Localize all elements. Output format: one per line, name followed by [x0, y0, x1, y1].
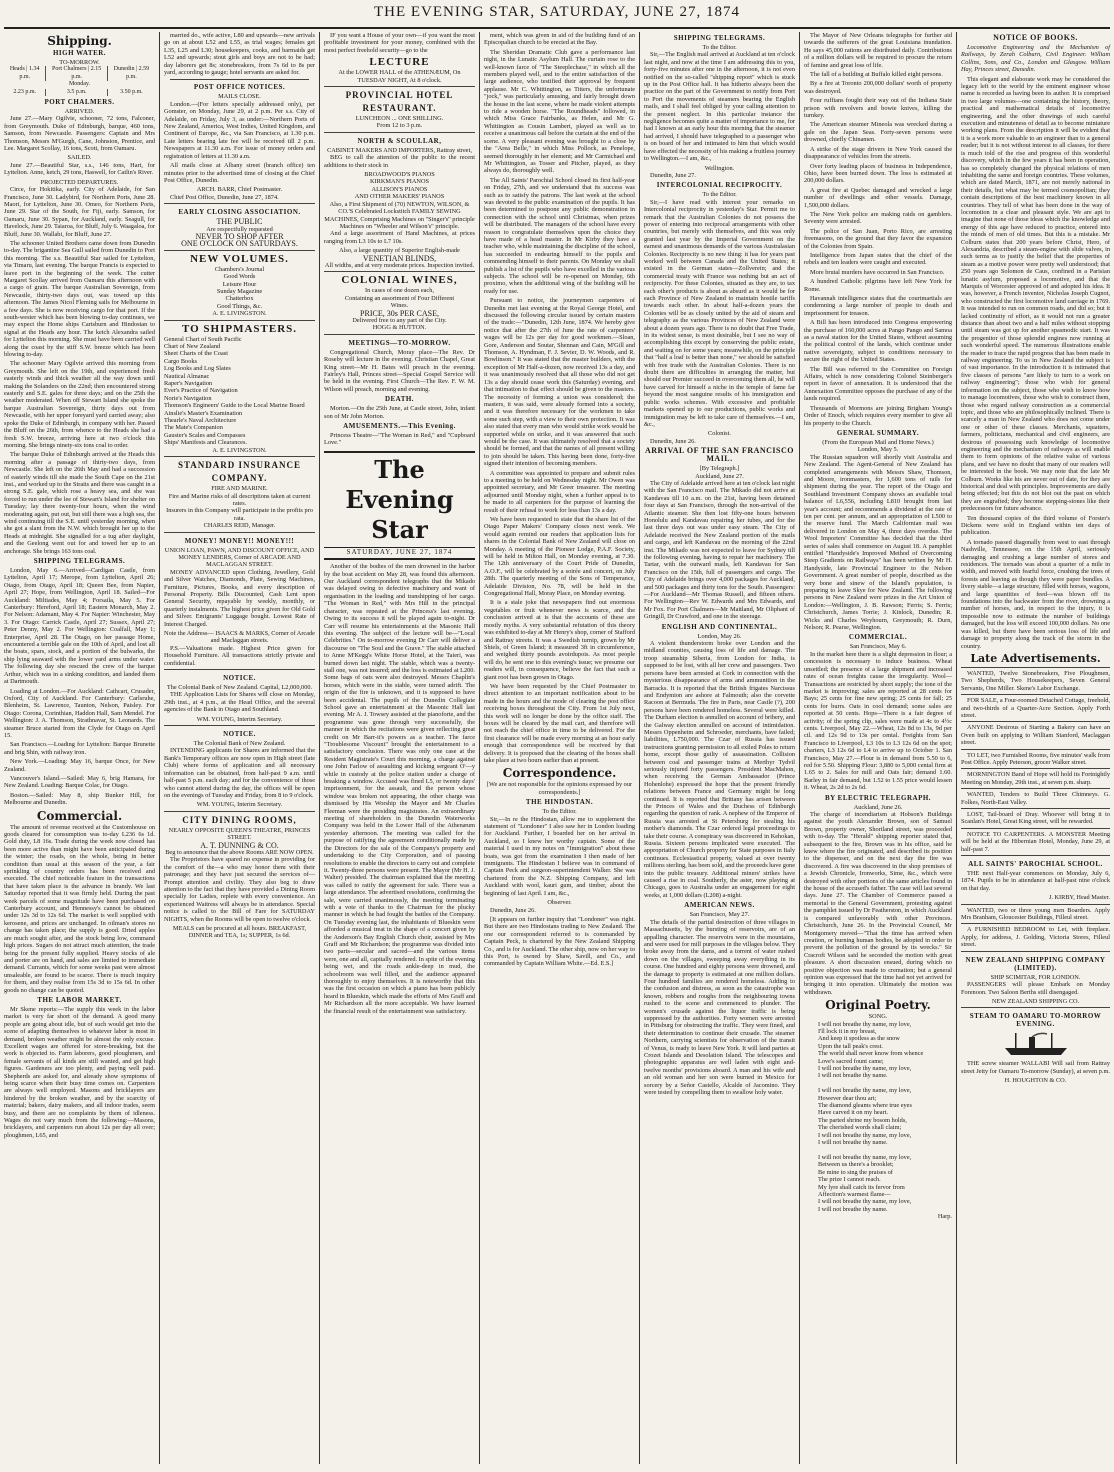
nz-shipping-heading: NEW ZEALAND SHIPPING COMPANY (LIMITED). [965, 955, 1106, 972]
shipmasters-signature: A. E. LIVINGSTON. [212, 446, 267, 454]
general-summary-text: The Russian squadron will shortly visit Australia and New Zealand. The Agent-General of New Zealand has completed arrangements with Messrs Shaw, Thomson, and Moore, ironmasters, for 1,600 tons of rails for shipment during the year. The report of the Otago and Southland Investment Company shows an available total balance of L6,556, including L810 brought from last year's account; and recommends a dividend at the rate of ten per cent. per annum, and an appropriation of L500 to the reserve fund. The March Californian mail was delivered in London on May 4, three days overdue. The Wool Importers' Committee has decided that the third series of sales shall commence on August 18. A pamphlet entitled "Handyside's Improved Method of Overcoming Steep Gradients on Railways" has been written by Mr H. Handyside, late Provincial Engineer to the Nelson Government. A great number of people, described as the very bone and sinew of the Island's population, is preparing to leave Skye for New Zealand. The following persons in New Zealand were prizes in the Art Union of London:—Wellington, J. B. Rawson; Ferris; S. Ferris; Christchurch, James Torrie; J. Kinlock, Dunedin; R. Wicks and Charles Weyhourn, Greymouth; R. Durn, Nelson; R. Pearse, Wellington. [804, 453, 952, 632]
american-cont: A hundred Catholic pilgrims have left New York for Rome. [804, 278, 952, 293]
all-saints-ad [961, 855, 1110, 902]
departures-heading: PROJECTED DEPARTURES. [40, 178, 119, 186]
high-water-sub: TO-MORROW. [59, 59, 100, 66]
column-5 [640, 32, 800, 1464]
volume-item: Leisure Hour [222, 280, 257, 288]
late-ad: FOR SALE, a Four-roomed Detached Cottage, freehold, and two-thirds of a Quarter-Acre Section. Apply Forth street. [961, 694, 1110, 719]
labor-heading: THE LABOR MARKET. [37, 995, 122, 1004]
port-heading: PORT CHALMERS. [44, 98, 115, 107]
ns-sub: CABINET MAKERS AND IMPORTERS, Rattray street, [327, 146, 472, 154]
tide-cell: Port Chalmers | 2.15 p.m. [46, 66, 108, 81]
wines-line-3: Wines. [390, 302, 409, 310]
post-office-heading: POST OFFICE NOTICES. [193, 83, 286, 92]
all-saints-heading: ALL SAINTS' PAROCHIAL SCHOOL. [968, 860, 1103, 869]
dining-proprietor: A. T. DUNNING & CO. [200, 840, 279, 850]
poem-line: The cherished words shall claim; [818, 1124, 902, 1132]
american-cont: The fall of a building at Buffalo killed eight persons. [810, 71, 943, 79]
lecture-venue: At the LOWER HALL of the ATHENÆUM, On TUESDAY NIGHT, At 8 o'clock. [338, 69, 461, 84]
poem-line: I will not breathe thy name, my love, [818, 1198, 912, 1206]
divider [170, 79, 309, 80]
american-cont: Thousands of Mormons are joining Brigham Young's Order of Enoch, which requires every member to give all his property to the Church. [804, 404, 952, 427]
poem-line: I will not breathe thy name. [818, 1072, 888, 1080]
nz-shipping-sub: SHIP SCIMITAR, FOR LONDON. [990, 973, 1081, 981]
departures-text: Circe, for Hokitika, early. City of Adelaide, for San Francisco, June 30. Ladybird, for Northern Ports, June 28. Maori, for Lyttelton, June 30. Omeo, for Northern Ports, June 29. Star of the South, for Fiji, early. Samson, for Oamaru, June 30. Sypan, for Auckland, early. Seagull, for Havelock, June 29. Taiaroa, for Bluff, July 6. Waagaloa, for Bluff, June 30. Wallabi, for Bluff, June 27. [4, 186, 155, 238]
notice-heading: NOTICE. [223, 730, 256, 739]
money-address: Note the Address— ISAACS & MARKS, Corner of Arcade and Maclaggan streets. [164, 630, 315, 645]
commercial-dateline: San Francisco, May 6. [849, 643, 907, 651]
provincial-heading: PROVINCIAL HOTEL RESTAURANT. [345, 90, 454, 114]
ns-heading: NORTH & SCOULLAR, [357, 136, 442, 145]
editorial-text: Another of the bodies of the men drowned in the harbor by the boat accident on May 28, was found this afternoon. Our Auckland correspondent telegraphs that the Mikado was delayed owing to defective machinery and want of organisation in the loading and transhipping of her cargo. "The Woman in Red," with Mrs Hill in the principal character, was repeated at the Princess's last evening. Owing to its success it will be played again to-night. Dr Carr will resume his entertainments at the Masonic Hall this evening. The subject of the lecture will be—"Local Celebrities." On to-morrow evening Dr Carr will deliver a discourse on "The Soul and the Grave." The stable attached to Anne M'Kegg's White Horse Hotel, at the Taieri, was burned down last night. The stable, which was a twenty-stall one, was not insured; and the loss is estimated at L200. Some bags of oats were also destroyed. Messrs Chaplin's horses, which were in the stable, were turned adrift. The origin of the fire is unknown, and it is supposed to have been accidental. The pupils of the Dunedin Collegiate School gave an entertainment at the Masonic Hall last evening. Mr A. J. Towsey assisted at the pianoforte, and the programme was gone through very successfully, the manner in which the recitations were given reflecting great credit on Mr Barr-it's powers as a teacher. The farce "Troublesome Viscount" brought the entertainment to a satisfactory conclusion. There was only one case at the Resident Magistrate's Court this morning, a charge against one John Farlow of assaulting and kicking sergeant O'—y while in custody at the police station under a charge of breaking a window. Accused was fined L5, or twenty days' imprisonment, for the assault, and the person whose window was broken not appearing, the other charge was dismissed by His Worship the Mayor and Mr Charles Fleeman were the presiding magistrates. An extraordinary meeting of shareholders in the Dunedin Waterworks Company was held in the Lower Hall of the Athenæum yesterday afternoon. The meeting was called for the purpose of ratifying the agreement conditionally made by the Directors for the sale of the Company's property and undertaking to the City Corporation, and of passing resolutions to enable the directors to carry out and complete it. Twenty-three persons were present. The Mayor (Mr H. J. Walter) presided. The chairman explained that the meeting was called to ratify the agreement for sale. There was a large attendance. The advertised resolutions, confirming the sale, were carried unanimously, the meeting terminating with a vote of thanks to the Chairman for the plucky manner in which he had fought the battles of the Company. On Tuesday evening last, the inhabitants of Blueskin were afforded a musical treat in the shape of a concert given by the Anderson's Bay English Church choir, assisted by Mrs Graff and Mr Richardson; the programme was divided into two parts—secular and sacred—and the various items were, one and all, capitally rendered. In spite of the evening being wet, and the roads ankle-deep in mud, the schoolroom was well filled, and the audience appeared thoroughly to enjoy themselves. It is noteworthy that this was the first occasion on which a piano has been publicly heard in Blueskin, which made the efforts of Mrs Graff and Mr Richardson all the more acceptable. We have learned the financial result of the entertainment was satisfactory. [324, 563, 475, 1015]
english-text: A violent thunderstorm broke over London and the midland counties, causing loss of life and damage. The troop steamship Siberia, from London for India, is supposed to be lost, with all her crew and passengers. Two persons have been arrested at Cork in connection with the mysterious disappearance of arms and ammunition in the Barracks. It is reported that the British frigates Narcissus and Endymion are ashore at Falmouth; also the corvette Racoon at Bermuda. The fire in Paris, near Castle (?), 200 persons have been rendered homeless. Several were killed. The Durham election is annulled on account of bribery, and the Galway election annulled on account of intimidation. Messrs Oppenheim and Schroeder, merchants, have failed; liabilities, L750,000. The Czar of Russia has issued instructions granting permission to all exiled Poles to return home, except those guilty of assassination. Collision between coal and passenger trains at Merthyr Tydvil seriously injured forty passengers. President MacMahon, when receiving the German Ambassador (Prince Hohenlohe) expressed the hope that the present friendly relations between France and Germany might be long continued. It is reported that Brittany has arisen between the Princes of Wales and the Duchess of Edinburgh regarding the question of rank. A nephew of the Emperor of Russia was arrested at St Petersburg for stealing his mother's diamonds. The Czar ordered legal proceedings to take their course. A conspiracy was discovered in Kehokan, Russia. Sixteen persons implicated were executed. The appropriation of Church property for State purposes in Italy continues. Ecclesiastical property, valued at over twenty millions sterling, has been sold, and the proceeds have gone into the public treasury. Additional miners' strikes have caused a rise in coal. Southerly, the aster, now playing at Chicago, goes to Australia under an engagement for eight weeks, at 1,000 dollars (L208) a-night. [644, 640, 795, 899]
labor-text: Mr Skene reports:—The supply this week in the labor market is very far short of the demand. A good many people are going about idle, but of such would get into the scene of adapting themselves to whatever labor is most in demand, broken weather might be almost the only excuse. Excellent wages are offered for store-breaking, but the work is objected to. Farm laborers, good ploughmen, and female servants of all kinds are still wanted, and get high figures. Gardeners are too plenty, and paying well paid. Shepherds are asked for, and already show symptoms of being scarce when their busy time comes on. Carpenters are always well employed. Masons and bricklayers are hindered by the broken weather, and by the scarcity of material; bakers, dairy makers, and all indoor trades, seem busy, and there are no complaints by them of idleness. Wages do not vary much from the following:—Masons, bricklayers, and carpenters run about 12s per day all over; ploughmen, L65, and [4, 1005, 155, 1139]
shipmasters-heading: TO SHIPMASTERS. [181, 322, 298, 335]
top-rule [4, 27, 1110, 29]
shipping-news-2: The schooner Mary Ogilvie arrived this morning from Greymouth. She left on the 19th, and experienced fresh easterly winds and thick weather all the way down until making the Solanders on the 22nd; then encountered strong easterly and S.E. gales for three days; and on the 25th the weather moderated. When off Stewart Island she spoke the barque Australian Sovereign, thirty days out from Newcastle, with her upper foreyard yard carried away; also spoke the Duke of Edinburgh, in company with her. Passed the Bluff on the 26th, from whence to the Heads she had a fresh S.W. breeze, arriving here at two o'clock this morning. She brings ninety-six tons coal to order. [4, 360, 155, 449]
volume-item: Sunday Magazine [216, 287, 263, 295]
shipping-telegrams-letter-heading: SHIPPING TELEGRAMS. [673, 34, 766, 42]
oamaru-steamer-ad [961, 1007, 1110, 1084]
electric-telegraph-text: The charge of incendiarism at Hobson's Buildings against the youth Alexander Brown, son of Samuel Brown, property owner, Shortland street, was proceeded with to-day. The "Herald" shipping reporter stated that, subsequent to the fire, Brown was in his office, said he knew where the fire originated, and described its position to the dispenser, and on the next day the fire was discovered. A fire was discovered in the shop premises of a Jewish Chronicle, Ironworks, Sime, &c., which were destroyed with other portions of the same articles found in the house of the accused's father. The case will last several days. June 27. The Chamber of Commerce passed a memorial to the General Government, protesting against the pamphlet issued by Dr Featherston, in which Auckland is compared unfavorably with other Provinces. Christchurch, June 26. In the Provincial Council, Mr Montgomery moved—"That the time has arrived when creation, or burning human bodies, be adopted in order to prevent the pollution of the ground by its wrecks." Sir Cracroft Wilson said he seconded the motion with great pleasure. A short discussion ensued, during which no positive objection was made to cremation; but a general opinion was expressed that the time had not yet arrived for bringing it into operation. Ultimately the motion was withdrawn. [804, 811, 952, 996]
late-ads-heading: Late Advertisements. [970, 651, 1101, 665]
shipmaster-item: Log Books and Log Slates [164, 365, 231, 373]
boston-text: Boston.—Sailed: May 8, ship Bunker Hill, for Melbourne and Dunedin. [4, 791, 155, 807]
dining-body: The Proprietors have spared no expense in providing for the comfort of the—a who may honor them with their patronage; and they have just secured the services of—Prompt attention and civility. They also beg to draw attention to the fact that they have provided a Dining Room specially for Ladies, replete with every convenience. An experienced Waitress will always be in attendance. Special notice is called to the Bill of Fare for SATURDAY NIGHTS, when the Rooms will be open to twelve o'clock. [164, 856, 315, 923]
notice-heading: NOTICE. [223, 674, 256, 683]
dining-sub: NEARLY OPPOSITE QUEEN'S THEATRE, PRINCES STREET. [168, 826, 311, 842]
correspondence-heading: Correspondence. [502, 766, 617, 781]
poem-line: Upon the tall peak's crest. [818, 1042, 883, 1050]
all-saints-body: THE next Half-year commences on Monday, July 6, 1874. Pupils to be in attendance at half-past nine o'clock on that day. [961, 870, 1110, 892]
news-body-2: The All Saints' Parochial School closed its first half-year on Friday, 27th, and we understand that its success was such as to satisfy the patrons. The last week at the school was devoted to the public examination of the pupils. It has been determined to postpone any public demonstration in connection with the school until Christmas, when prizes will be distributed. The managers of the school have every reason to congratulate themselves upon the choice they have made of a head master. In Mr Kirby they have a teacher who, while maintaining the discipline of the school, has succeeded in endearing himself to the pupils and commending himself to their parents. On Monday we shall publish a list of the pupils who have excelled in the various subjects. The school will be re-opened on Monday, 6th proximo, when the additional wing of the building will be ready for use. [484, 176, 635, 295]
late-ad: ANYONE Desirous of Starting a Bakery can have an Oven built on applying to William Stanford, Maclaggan street. [961, 721, 1110, 746]
wines-line-2: Containing an assortment of Four Different [344, 294, 455, 302]
american-cont: Havannah intelligence states that the courtmartials are condemning a large number of people to death and imprisonment for treason. [804, 295, 952, 317]
american-cont: Four ruffians fought their way out of the Indiana State prison with revolvers and bowie knives, killing the turnkey. [804, 97, 952, 120]
arrived-heading: ARRIVED. [64, 108, 95, 116]
american-heading: AMERICAN NEWS. [684, 901, 755, 910]
ns-body: BEG to call the attention of the public to the recent additions to their stock in [324, 154, 475, 169]
insurance-heading: STANDARD INSURANCE COMPANY. [177, 460, 302, 484]
american-cont: Intelligence from Japan states that the chief of the rebels and ten leaders were caught and executed. [804, 251, 952, 267]
mails-text-2: All mails close at Albany street (branch office) ten minutes prior to the advertised time of closing at the Chief Post Office, Dunedin. [164, 162, 315, 184]
hindostan-to: To the Editor. [542, 808, 577, 816]
wines-price: PRICE, 30s PER CASE, [360, 308, 439, 318]
provincial-line-2: From 12 to 3 p.m. [376, 122, 423, 130]
reciprocity-heading: INTERCOLONIAL RECIPROCITY. [656, 181, 783, 190]
wines-line-1: In cases of one dozen each, [365, 287, 434, 295]
notice-bank: The Colonial Bank of New Zealand. [193, 740, 286, 748]
late-ad: NOTICE TO CARPENTERS. A MONSTER Meeting will be held at the Hibernian Hotel, Monday, June 29, at half-past 7. [961, 828, 1110, 853]
dateline: SATURDAY, JUNE 27, 1874 [324, 548, 475, 560]
late-ad: WANTED, Twelve Stonebreakers, Five Ploughmen, Two Shepherds, Two Housekeepers, Seven General Servants, One Miller. Skene's Labor Exchange. [961, 667, 1110, 692]
american-cont: By a fire at Toronto 200,000 dollars' worth of property was destroyed. [804, 80, 952, 95]
shipping-telegrams-text: London, May 6.—Arrived—Cardigan Castle, from Lyttelton, April 17; Merope, from Lyttelton, April 26; Otago, from Otago, April 18; Queen Bee, from Napier, April 27; Hope, from Wellington, April 18. Sailed—For Auckland: Miltiades, May 4; Forsaila, May 5. For Canterbury: Hereford, April 18; Eastern Monarch, May 2. For Nelson: Adamant, May 4. For Napier: Winchester, May 3. For Otago: Carrick Castle, April 27; Sussex, April 27; Peter Denny, May 2. For Wellington: Coalfall, May 1; Enterprise, April 28. The Otago, on her passage Home, encountered a terrible gale on the 10th of April, and lost all the boats, spars, stock, and a portion of the bulwarks, the ship lying seaward with the lower yard arms under water. The following day she rescued the crew of the barque Arthur, which was in a sinking condition, and landed them at Dartmouth. [4, 567, 155, 686]
wines-line-4: Delivered free to any part of the City. [352, 316, 447, 324]
labor-continued: married do., wife active, L80 and upwards—new arrivals go on at about L52 and L55, as trial wages; females get L35, L25 and L30; housekeepers, cooks, and barmaids get L52 and upwards; stout girls and boys are not to be had; day laborers get 8s; stonebreakers, from 7s 6d to 8s per yard, according to gauge; hotel servants are asked for. [164, 32, 315, 77]
reciprocity-date: Dunedin, June 26. [650, 437, 696, 445]
column-6 [800, 32, 957, 1464]
ns-and: And a large assortment of Hand Machines, at prices ranging from L3 10s to L7 10s. [324, 230, 475, 245]
amusements-text: Princess Theatre—"The Woman in Red," and "Cupboard Love." [324, 432, 475, 447]
shipmasters-ad [164, 320, 315, 455]
letter-date: Dunedin, June 27. [650, 171, 696, 179]
nz-shipping-body: PASSENGERS will please Embark on Monday Forenoon. Two Saloon Berths still disengaged. [961, 981, 1110, 996]
money-ad [164, 532, 315, 668]
notice-signature: WM. YOUNG, Interim Secretary. [196, 801, 283, 809]
wines-ad [324, 271, 475, 331]
poem-line [818, 1146, 952, 1153]
american-cont: The police of San Juan, Porto Rico, are arresting freemasons, on the ground that they favor the expansion of the Colonies from Spain. [804, 227, 952, 250]
tide-table [4, 66, 155, 96]
wines-heading: COLONIAL WINES, [341, 274, 458, 287]
meetings-heading: MEETINGS—TO-MORROW. [348, 338, 451, 347]
letter-text: Sir,—The English mail arrived at Auckland at ten o'clock last night, and now at the time I am addressing this to you, forty-five minutes after one in the afternoon, it is not even notified on the so-called "shipping report" which is stuck up in the Post Office hall. It has hitherto always been the practice on the part of the Government to notify from Port to Port the movements of steamers bearing the English mails, and I shall feel obliged by your calling attention to the present neglect. In this particular instance the negligence becomes quite a matter of importance to me, for had I known at an early hour this morning that the steamer had arrived, I should have telegraphed to a passenger who is on board of her and intimated to him that which would have effected the necessity of his making a fruitless journey to Wellington.—I am, &c., [644, 51, 795, 163]
poem-line: I will not breathe thy name, my love, [818, 1131, 912, 1139]
reciprocity-signature: Colonist. [708, 430, 731, 438]
hindostan-text: Sir,—In re the Hindostan, allow me to supplement the statement of "Londoner" I also saw her in London loading for Auckland. Further, I boarded her on her arrival in Auckland, so I knew her worthy captain. Some of the material I used in my notes on "Immigration" about these boats, was got from the examination I then made of her immigrants. The Hindostan I believe was in command of Captain Peck and surgeon-superintendent Walker. She was chartered from the N.Z. Shipping Company, and left Auckland with wool, kauri gum, and timber, about the beginning of last April. I am, &c., [484, 815, 635, 897]
poem-line: Have carved it on my heart. [818, 1109, 888, 1117]
ns-widths: All widths, and at very moderate prices. Inspection invited. [324, 261, 475, 269]
letter-to: To the Editor. [702, 44, 737, 51]
poem-line [818, 1080, 952, 1087]
late-ad: WANTED, Tenders to Build Three Chimneys. G. Folkes, North-East Valley. [961, 788, 1110, 806]
shipmaster-item: Gauster's Scales and Compasses [164, 431, 246, 439]
volume-item: Chatterbox [225, 295, 254, 303]
poem-line: The parted shrine my bosom holds, [818, 1116, 907, 1124]
news-body-1: The Sheridan Dramatic Club gave a performance last night, in the Lunatic Asylum Hall. The curtain rose to the well-known farce of "The Steeplechase," in which all the members played well, and to the entire satisfaction of the large audience, who testified their approval by frequent applause. Mr C. Whittington, as Titters, the unfortunate "jock," was particularly amusing, and fairly brought down the house in the last scene, where he made violent attempts to ride a wooden horse. "The Roundheads" followed, in which Miss Grace Fairbanks, as Helen, and Mr G. Whittington as Cousin Lambert, played as well as to receive a unanimous call before the curtain at the end of the scene. A very pleasant evening was brought to a close by the "Area Belle," in which Miss Pollock, as Penelope, seemed thoroughly in her element; and Mr Carmichael and Mr Whittington, as Tosser and Pitcher, played, as they always do, thoroughly well. [484, 48, 635, 175]
tide-cell: 3.5 p.m. [46, 89, 108, 96]
shipmaster-item: Nautical Almanac [164, 372, 210, 380]
provincial-line-1: LUNCHEON ... ONE SHILLING. [355, 115, 444, 123]
notice-body: INTENDING applicants for Shares are informed that the Bank's Temporary offices are now open in High street (late Club) where forms of application and all necessary information can be obtained, from half-past 9 a.m. until half-past 5 p.m. each day; and for the convenience of those who cannot attend during the day, the offices will be open on the evenings of Tuesday and Friday, from 8 to 9 o'clock. [164, 747, 315, 799]
american-cont: More brutal murders have occurred in San Francisco. [810, 268, 945, 276]
church-text: ment, which was given in aid of the building fund of an Episcopalian church to be erected at the Bay. [484, 32, 635, 47]
poem-line: My lyre shall catch its fervor from [818, 1183, 905, 1191]
lecture-word: LECTURE [369, 56, 430, 69]
volume-item: Good Things, &c. [216, 302, 263, 310]
book-review: This elegant and elaborate work may be considered the legacy left to the world by the eminent engineer whose name is recorded as having been its author. It is comprised in two large volumes—one containing the history, theory, practical and mathematical details of locomotive engineering, and the other drawings of such careful execution and minuteness of detail as to become miniature working plans. From the description it will be evident that it is a work more valuable to an engineer than to a general reader; but it is not without interest to all classes, for there is much told of the rise and progress of this wonderful discovery, which in the few years it has been in operation, has so completely changed the physical relations of men inhabiting the same and foreign countries. These volumes, which are dated March, 1871, are not merely national in their details, but what may be termed cosmopolitan; they contain descriptions of the best machinery known in all countries. They tell of what has been done in the way of locomotion in a clear and pleasant style. We are apt to imagine that none of those ideas which the knowledge and energy of this age have reduced to practice, entered into the minds of men of old times. But this is a mistake. Mr Colburn states that 200 years before Christ, Hero, of Alexandria, described a steam-engine with slide valves, in such terms as to justify the belief that the properties of steam as a motive power were pretty well understood; that 250 years ago Solomon de Caus, confined in a Parisian lunatic asylum, proposed a locomotive, and that the Marquis of Worcester approved of and adopted his idea. It was, however, a French inventor, Nicholas Joseph Cugnot, who constructed the first locomotive land carriage in 1769. It was intended to run on common roads, and did so; but it lacked continuity of effort, as it would not run a greater distance than about two and a half miles without stopping until steam was got up for another spasmodic start. It was the progenitor of those splendid engines now running at such wonderful speed. The numerous illustrations enable the reader to trace the rapid progress that has been made in railway engineering. To us in New Zealand the subject is of vast importance. In the introduction it is intimated that five classes of persons "are likely to turn to a work on railway engineering"; those who wish for general information on the subject, those who wish to know how to manage locomotives, those who wish to construct them, those who regard railway construction as a commercial topic, and those who are philosophically inclined. There is scarcely a man in New Zealand who does not come under one or other of these classes. Merchants, squatters, farmers, politicians, mechanical and civil engineers, are desirous of possessing such knowledge of locomotive engineering and the mechanism of railways as will enable them to form opinions of the relative value of various plans, and we have no doubt that many of our readers will be interested in the book. We may note that the late Mr Colburn. Works like his are never out of date, for they are historical and deal with principles. Improvements are daily being effected; but this do not blot out the past on which they are engrafted; they become stepping-stones like their predecessors for future advance. [961, 75, 1110, 513]
commercial-heading-2: COMMERCIAL. [848, 633, 908, 642]
poem-line: Be mine to sing the praises of [818, 1168, 893, 1176]
poem-line: The diamond gleams where true eyes [818, 1102, 912, 1110]
commercial-heading: Commercial. [36, 808, 123, 823]
wines-signature: HOGG & HUTTON. [372, 324, 427, 332]
american-text: The details of the partial destruction of three villages in Massachusetts, by the bursting of reservoirs, are of an appalling character. The reservoirs were in the mountains, and were used for mill purposes in the villages below. They broke away from the dams, and a torrent of water rushed down on the villages, sweeping away everything in its course. One hundred and eighty persons were drowned, and the damage to property is estimated at one million dollars. Four hundred families are rendered homeless. Adding to the confusion and distress, as soon as the catastrophe was known, robbers and roughs from the neighbouring towns rushed to the scene and commenced to plunder. The women's crusade against the liquor traffic is being suppressed by the authorities. Forty women were arrested in Pittsburg for obstructing the traffic. They were fined, and their determination to continue their crusade. The steamer Northern, carrying scientists for observation of the transit of Venus, is ready to leave New York. It will land parties at Crozet Islands and Desolation Island. The telescopes and photographic apparatus are well laden with eight and-twelve months' provisions aboard. A man and his wife and an old woman and her son were burned in Mexico for sorcery by a Señor Castello, Alcalde of Jacomino. They were tested by compelling them to swallow holy water. [644, 918, 795, 1097]
letter-to: To the Editor. [702, 191, 737, 199]
steamship-icon [1001, 1031, 1071, 1057]
arrived-text: June 27.—Mary Ogilvie, schooner, 72 tons, Falconer, from Greymouth. Duke of Edinburgh, barque, 460 tons, Samson, from Newcastle. Passengers: Captain and Mrs Thomson, Messrs M'Gurgh, Cane, Johnston, Prentice, and Lee. Margaret Scollay, 16 tons, Scott, from Oamaru. [4, 115, 155, 153]
masthead: THE EVENING STAR, SATURDAY, JUNE 27, 1874 [373, 4, 741, 20]
ns-also: Also, a First Shipment of (70) NEWTON, WILSON, & CO.'S Celebrated Lockstitch FAMILY SEWING MACHINES, Comprising Machines on "Singer's" principle Machines on "Wheeler and Wilson's" principle. [324, 200, 475, 230]
commercial-text-2: In the market here there is a slight depression in flour; a concession is necessary to induce business. Wheat unsettled; the presence of a large shipment and increased rates of ocean freights cause the irregularity. Wool—Transactions are restricted by short supply; the tone of the market is improving; sales are reported at 28 cents for Bays; 25 cents for fine new spring; 25 cents for fall; 25 cents for burrs. Oats in cool demand; some sales are reported at 50 cents. Hops—There is a fair degree of activity; of the spring clip, sales were made at 4c to 4½c cents. Liverpool, May 22.—Wheat, 12s 8d to 13s, 9d per ctl. and 12s 9d to 13s per cental. Freights from San Francisco to Liverpool, L3 10s to L3 12s 6d on the spot; charters, L3 12s 6d to L4 to arrive up to October 1. San Francisco, May 27.—Flour is in demand from 5.50 to 6, red for 5.50. Shipping Flour: 3,880 to 5,000 cental firm at 1.65 to 2. Sales for mill and Oats fair; demand 1.60. Barley in fair demand, but 1.52 to 1.55 price would lessen it. Wheat, 2s 2d to 2s 6d. [804, 650, 952, 792]
poem-line: I will not breathe thy name, my love, [818, 1087, 912, 1095]
dickens-note: Ten thousand copies of the third volume of Forster's Dickens were sold in England within ten days of publication. [961, 514, 1110, 537]
hindostan-signature: Observer. [547, 899, 572, 907]
late-ad: TO LET, two Furnished Rooms, five minutes' walk from Post Office. Apply Peterson, grocer Walker street. [961, 749, 1110, 767]
english-heading: ENGLISH AND CONTINENTAL. [661, 622, 778, 631]
tide-cell: 2.23 p.m. [4, 89, 46, 96]
insurance-signature: CHARLES REID, Manager. [203, 522, 276, 530]
steam-heading: STEAM TO OAMARU TO-MORROW EVENING. [969, 1012, 1102, 1029]
shipmaster-item: Thomson's Engineers' Guide to the Local Marine Board [164, 402, 305, 410]
mails-text: London.—(For letters specially addressed only), per Gomster, on Monday, June 29, at 2 p.m. Per s.s. City of Adelaide, on Friday, July 3, as under:—Northern Ports of New Zealand, America, West Indies, United Kingdom, and Continent of Europe, &c., via San Francisco, at 1.30 p.m. Late letters bearing late fee will be received till 2 p.m. Newspapers at 11.30 a.m. For issue of money orders and registration of letters at 11.30 a.m. [164, 100, 315, 160]
volumes-signature: A. E. LIVINGSTON. [212, 310, 267, 318]
insurance-ad [164, 456, 315, 529]
mails-date: Chief Post Office, Dunedin, June 27, 1874. [170, 193, 279, 201]
poem-line: Love's sacred fount came; [818, 1057, 884, 1065]
insurance-line-2: Fire and Marine risks of all descriptions taken at current rates. [168, 492, 311, 507]
mails-signature: ARCH. BARR, Chief Postmaster. [196, 186, 283, 194]
dining-rooms-ad [164, 811, 315, 940]
commercial-text: The amount of revenue received at the Customhouse on goods cleared for consumption was to-day L236 6s 1d. Gold duty, L8 16s. Trade during the week now closed has been more active than might have been anticipated during the winter; the roads, on the whole, being in better condition than usual at this season of the year, a fair sprinkling of country orders has been received and executed. The chief noticeable feature in the transactions that have taken place is the advance in brandy. We last Saturday reported that it was firmly held. During the past week parcels of some magnitude have been purchased on Canterbury account, and Hennessy's cannot be obtained under 12s 3d to 12s 6d. The market is well supplied with kerosene, and prices are unchanged. In oilman's stores no change has taken place; the supply is good. Dried apples are much sought after, and the stock being low, command high prices. Sugars do not attract much attention, the trade being for the present fully supplied. Heavy stocks of ale and porter are on hand, and sales are limited to immediate demand. Currants, which for some weeks past were almost unsaleable, are found to be scarce. There is much inquiry for them, and they realise from 15s 3d to 15s 6d. In other goods no change can be quoted. [4, 823, 155, 994]
volume-item: Good Words [223, 273, 256, 281]
ns-blinds: VENETIAN BLINDS, [362, 253, 437, 263]
money-heading: MONEY! MONEY!! MONEY!!! [184, 536, 295, 545]
vancouver-text: Vancouver's Island.—Sailed: May 6, brig Hamara, for New Zealand. Loading: Barque Colac, for Otago. [4, 774, 155, 790]
news-body-4: A committee was appointed to prepare and submit rules to a meeting to be held on Wednesday night. Mr Owen was appointed secretary, and Mr Greer treasurer. The meeting adjourned until Monday night, when a further appeal is to be made to all carpenters for the purpose of learning the result of their refusal to work for less than 13s a day. [484, 469, 635, 514]
sailed-text: June 27.—Beautiful Star, s.s., 146 tons, Hart, for Lyttelton. Anne, ketch, 29 tons, Haswell, for Catlin's River. [4, 161, 155, 177]
shipping-news-3: The barque Duke of Edinburgh arrived at the Heads this morning after a passage of thirty-two days, from Newcastle. She left on the 26th May and had a succession of easterly winds till she made the South Cape on the 21st inst., and worked up to the Straits and there was caught in a strong S.E. gale, which rose a heavy sea, and she was forced to run under the lee of Stewart's Island for shelter on Tuesday; lay there twenty-four hours, when the wind moderating again, put out, but still there was a high sea, the wind continuing till the S.E. until yesterday morning, when she got a slant from the N.W. which brought her up to the Heads at midnight. She signalled for a tug after daylight, and the Geelong went out for and towed her up to an anchorage. She brings 163 tons coal. [4, 451, 155, 555]
insurance-line-1: FIRE AND MARINE. [211, 485, 268, 493]
american-cont: The Bill was referred to the Committee on Foreign Affairs, which is now considering Colonel Steinberger's report in favor of annexation. It is understood that the Annexation Committee opposes the purchase of any of the lands required. [804, 365, 952, 403]
poem-line: The prize I cannot reach. [818, 1176, 881, 1184]
loading-text: Loading at London.—For Auckland: Cathcart, Crusader, Oxford, City of Auckland. For Canterbury: Carlsruhe, Blenheim, St. Lawrence, Taunton, Nelson, Paisley. For Otago: Corona, Corinthian, Haddon Hall, Sam Mendel. For Wellington: J. A. Thomson, Strathnavar, St. Leonards. The steamer Bruce started from the Clyde for Otago on April 15. [4, 687, 155, 739]
high-water-heading: HIGH WATER. [52, 49, 107, 57]
general-summary-from: (From the European Mail and Home News.) [822, 438, 934, 446]
new-volumes-ad [164, 250, 315, 318]
mails-close-heading: MAILS CLOSE. [218, 93, 261, 101]
shipmaster-item: Norie's Navigation [164, 394, 212, 402]
poem-line: I will not breathe thy name. [818, 1205, 888, 1213]
english-dateline: London, May 26. [697, 632, 742, 640]
american-dateline: San Francisco, May 27. [689, 911, 750, 919]
shipmaster-item: General Chart of South Pacific [164, 335, 242, 343]
tide-monday: Monday. [68, 81, 91, 88]
shipmaster-item: Raper's Navigation [164, 380, 213, 388]
shipmaster-item: Ever's Practice of Navigation [164, 387, 238, 395]
sf-mail-heading: ARRIVAL OF THE SAN FRANCISCO MAIL. [645, 446, 794, 464]
poem-line: The world shall never know from whence [818, 1050, 924, 1058]
steam-signature: H. HOUGHTON & CO. [1004, 1077, 1067, 1085]
reciprocity-text: Sir,—I have read with interest your remarks on Intercolonial reciprocity in yesterday's Star. Permit me to remark that the Australian Colonies do not possess the power of entering into reciprocal arrangements with other countries, but merely with themselves, and this was only granted last year by the Imperial Government on the earnest and unanimous demands of the various Australasian Colonies. Reciprocity is no new thing: it has for years past worked well between Canada and the United States; it existed in the German states—Zollverein; and the commercial treaty with France was nothing but an act of reciprocity. For these Colonies, situated as they are, to tax each other's products is about as absurd as it would be for each Province of New Zealand to maintain hostile tariffs towards each other. In about half-a-dozen years the Colonies will be as closely united by the aid of steam and telegraphy as the various Provinces of New Zealand were about a dozen years ago. There is no doubt that Free Trade, in its widest sense, is most desirable, but I see no way of accomplishing this except by conserving the public estate, and waiting on for some years; meanwhile, on the principle that "half a loaf is better than none," we should be satisfied with free trade with the Australian Colonies. There is no doubt there are difficulties in arranging the matter, but should our Premier succeed in overcoming them all, he will have carved for himself a niche in the temple of fame far beyond the most sanguine results of his immigration and public works schemes. With excessive and profitable markets opened up to our productions, public works and immigration may be left to take care of themselves.—I am, &c., [644, 198, 795, 428]
american-cont: A great fire at Quebec damaged and wrecked a large number of dwellings and other vessels. Damage, 1,500,000 dollars. [804, 186, 952, 209]
general-summary-dateline: London, May 5. [857, 446, 899, 454]
general-summary-heading: GENERAL SUMMARY. [836, 428, 920, 437]
meetings [324, 334, 475, 447]
poem-line: I will not breathe thy name, my love, [818, 1153, 912, 1161]
ny-text: New York.—Loading: May 16, barque Once, for New Zealand. [4, 758, 155, 773]
ns-piano: ALLISON'S PIANOS [371, 185, 428, 193]
shipmaster-item: Thearle's Naval Architecture [164, 417, 237, 425]
poetry-heading: Original Poetry. [825, 998, 931, 1013]
letter-signature: Wellington. [704, 164, 735, 172]
shipping-telegrams-heading: SHIPPING TELEGRAMS. [33, 557, 126, 565]
bank-notice-2 [164, 725, 315, 809]
poem-line: I'll lock it in my breast, [818, 1027, 877, 1035]
provincial-hotel-ad [324, 86, 475, 130]
sf-text: San Francisco.—Loading for Lyttelton: Barque Brunette and brig Shin, with railway iron. [4, 741, 155, 756]
tide-cell: 3.50 p.m. [120, 88, 143, 95]
nz-shipping-signature: NEW ZEALAND SHIPPING CO. [991, 997, 1080, 1005]
electric-telegraph-dateline: Auckland, June 26. [853, 803, 903, 811]
tide-cell: Heads | 1.34 p.m. [4, 66, 46, 81]
poem-signature: Harp. [937, 1213, 952, 1221]
correspondence-note: [We are not responsible for the opinions expressed by our correspondents.] [486, 781, 633, 796]
poem-title: SONG. [868, 1013, 888, 1021]
column-7 [957, 32, 1114, 1464]
poem-line: Between us there's a brooklet; [818, 1161, 894, 1169]
early-line-2: Are respectfully requested [206, 225, 273, 233]
meetings-text: Congregational Church, Moray place—The Rev. Dr Roseby will lecture in the evening. Christian Chapel, Great King street—Mr H. Bates will preach in the evening. Fairley's Hall, Princes street—Special Gospel Service will be held in the evening. First Church—The Rev. F. W. M. Wilson will preach, morning and evening. [324, 348, 475, 393]
money-ps: P.S.—Valuations made. Highest Price given for Household Furniture. All transactions strictly private and confidential. [164, 644, 315, 667]
news-body-7: We have been requested by the Chief Postmaster to direct attention to an important notification about to be made in the hours and the mode of clearing the post office receiving boxes throughout the City. From 1st July next, this work will no longer be done by the office staff. The boxes will be cleared by the mail cart, and therefore will not reach the chief office in time to be delivered. For the first clearance will be made every morning at an hour early enough that correspondence will be received by that delivery. It is proposed that the clearing of the boxes shall take place at two hours earlier than at present. [484, 682, 635, 764]
dining-meals: MEALS can be procured at all hours. BREAKFAST, DINNER and TEA, 1s; SUPPER, 1s 6d. [172, 925, 307, 940]
column-1 [0, 32, 160, 1464]
sailed-heading: SAILED. [67, 154, 92, 162]
column-4 [480, 32, 640, 1464]
ns-carpet: Also, a large quantity of Superior English-made [339, 247, 460, 255]
bedroom-ad: A FURNISHED BEDROOM to Let, with fireplace. Apply, for address, J. Golding, Victoria Stores, Filleul street. [961, 923, 1110, 948]
money-body: MONEY ADVANCED upon Clothing, Jewellery, Gold and Silver Watches, Diamonds, Plate, Sewing Machines, Furniture, Pictures, Books, and every description of Personal Property. Bills Discounted, Cash Lent upon General Security, repayable by weekly, monthly, or quarterly instalments. The highest price given for Old Gold and Silver. Emigrants' Luggage bought. Lowest Rate of Interest Charged. [164, 568, 315, 628]
american-cont: A Bill has been introduced into Congress empowering the purchase of 160,000 acres at Pango Pango and Samoa as a naval station for the United States, without assuming the political control of the lands, which continue under native sovereignty, subject to conditions necessary to secure the right of the United States. [804, 319, 952, 364]
ns-piano: AND OTHER MAKERS' PIANOS [354, 193, 445, 201]
new-volumes-heading: NEW VOLUMES. [190, 252, 289, 265]
money-sub: UNION LOAN, PAWN, AND DISCOUNT OFFICE, AND MONEY LENDERS, Corner of ARCADE AND MACLAGGAN STREET. [164, 546, 315, 569]
column-3 [320, 32, 480, 1464]
ns-piano: KIRKMAN'S PIANOS [369, 178, 430, 186]
poem-line: I will not breathe thy name. [818, 1139, 888, 1147]
poem-line: I will not breathe thy name, my love, [818, 1020, 912, 1028]
american-cont: The Mayor of New Orleans telegraphs for further aid towards the sufferers of the great Louisiana inundation. He says 45,000 rations are distributed daily. Contributions of a million dollars will be required to procure the return of famine and great loss of life. [804, 32, 952, 69]
ns-piano: BROADWOOD'S PIANOS [364, 171, 435, 179]
book-title: Locomotive Engineering and the Mechanism of Railways, by Zerah Colburn, Civil Engineer. William Collins, Sons, and Co., London and Glasgow. William Hay, Princes street, Dunedin. [961, 44, 1110, 74]
volume-item: Chambers's Journal [214, 265, 265, 273]
shipmaster-item: The Mate's Companion [164, 424, 223, 432]
poem [804, 1021, 952, 1214]
news-body-6: It is a stale joke that newspapers find out enormous vegetables or fruit whenever news is scarce, and the conclusion arrived at is that the accounts of these are mostly myths. A very substantial refutation of this theory was exhibited to-day at Mr Henry's shop, corner of Stafford and Rattray streets. It was a Swedish turnip, grown by Mr Shiels, of Green Island; it measured 3ft in circumference, and weighed thirty pounds avoirdupois. As most people will do, he sent one to this evening's issue; we presume our readers will, in consequence, believe the fact that such a giant root has been grown in Otago. [484, 599, 635, 681]
american-cont: Over forty leading places of business in Independence, Ohio, have been burned down. The loss is estimated at 200,000 dollars. [804, 162, 952, 185]
electric-telegraph-heading: BY ELECTRIC TELEGRAPH. [824, 793, 932, 802]
late-ad: LOST, Tail-board of Dray. Whoever will bring it to Scanlan's Hotel, Great King street, will be rewarded. [961, 808, 1110, 826]
dining-heading: CITY DINING ROOMS, [182, 814, 297, 825]
early-closing-ad [164, 203, 315, 248]
column-2 [160, 32, 320, 1464]
shipmaster-item: Ships' Manifests and Clearances. [164, 439, 247, 447]
north-scoullar-ad [324, 132, 475, 270]
early-closing-heading: EARLY CLOSING ASSOCIATION. [178, 208, 301, 217]
lecture-intro: IF you want a House of your own—if you want the most profitable investment for your money, combined with the most perfect freehold security—go to the [324, 32, 475, 54]
boarders-ad: WANTED, two or three young men Boarders. Apply Mrs Branham, Gloucester Buildings, Filleul street. [961, 904, 1110, 922]
sf-mail-text: The City of Adelaide arrived here at ten o'clock last night with the San Francisco mail. The Mikado did not arrive at Kandavau till 10 a.m. on the 21st, having been detained four days at San Francisco, through the non-arrival of the Atlantic steamer. She then lost fifty-one hours between Honolulu and Kandavau repairing her tubes, and for the last three days out was under easy steam. The City of Adelaide received the New Zealand portion of the mails and cargo, and left Kandavau on the morning of the 22nd inst. The Mikado was not expected to leave for Sydney till the following evening, having to repair her machinery. The Tartar, with the outward mails, left Kandavau for San Francisco on the 15th, full of passengers and cargo. The City of Adelaide brings over 4,000 packages for Auckland, and 500 packages and thirty tons for the South. Passengers:—For Auckland—Mr Thomas Russell, and fifteen others. For Wellington—Rev W. Edwards and Mrs Edwards, and Mr Fox. For Port Chalmers—Mr Maitland, Mr Oliphant of Gringill, Dr Crawford, and one in the steerage. [644, 479, 795, 621]
shipping-news-1: The schooner United Brothers came down from Dunedin to-day. The brigantine Sea Gull sailed from Dunedin to Port this morning. The s.s. Beautiful Star sailed for Lyttelton, via Timaru, last evening. The barque Francis is expected to leave port in the beginning of the week. The cutter Margaret Scollay arrived from Oamaru this afternoon with a cargo of grain. The barque Australian Sovereign, from Newcastle, thirty-two days out, was towed up this afternoon. The James Nicol Fleming sails for Melbourne in a few days. She is now receiving cargo for that port. If the south-wester which has been blowing to-day continues, we may expect the Home ships Cartsburn and Hindostan to signal at the Heads any hour. The ketch Alexandra sailed for Lyttelton this morning. She must have been carried well along the coast by the stiff S.W. breeze which has been blowing to-day. [4, 239, 155, 359]
shipmaster-item: Chart of New Zealand [164, 343, 221, 350]
american-cont: The New York police are making raids on gamblers. Seventy were arrested. [804, 210, 952, 226]
shipmaster-item: Ainslie's Master's Examination [164, 409, 243, 417]
poem-line: I will not breathe thy name, my love, [818, 1065, 912, 1072]
dining-line-1: Beg to announce that the above Rooms ARE NOW OPEN. [165, 848, 314, 856]
american-cont: The American steamer Mineola was wrecked during a gale on the Japan Seas. Forty-seven persons were drowned, chiefly Chinamen. [804, 121, 952, 144]
sf-mail-dateline: Auckland, June 27. [695, 472, 744, 480]
hindostan-heading: THE HINDOSTAN. [525, 798, 594, 807]
late-ad: MORNINGTON Band of Hope will hold its Fortnightly Meeting on Monday, 29th inst., at seven p.m. sharp. [961, 768, 1110, 786]
news-body-5: We have been requested to state that the share list of the Otago Paper Makers' Company closes next week. We would again remind our readers that application lists for shares in the Colonial Bank of New Zealand will close on Monday. A meeting of the Pioneer Lodge, P.A.F. Society, will be held in Milton Hall, on Monday evening, at 7.30. The 12th anniversary of the Court Pride of Dunedin, A.O.F., will be celebrated by a soirée and concert, on July 28th. The quarterly meeting of the Sons of Temperance, Adelaide Division, No. 78, will be held in the Congregational Hall, Moray Place, on Monday evening. [484, 516, 635, 598]
tide-cell: Dunedin | 2.59 p.m. [113, 66, 150, 80]
steam-body: THE screw steamer WALLABI Will sail from Rattray street Jetty for Oamaru To-morrow (Sunday), at seven p.m. [961, 1060, 1110, 1075]
shipmaster-item: Sheet Charts of the Coast [164, 350, 229, 358]
death-text: Morton.—On the 25th June, at Castle street, John, infant son of Mr John Morton. [324, 405, 475, 420]
hindostan-editor-note: [It appears on further inquiry that "Londoner" was right. But there are two Hindostans trading to New Zealand. The one our correspondent referred to is commanded by Captain Peck, is chartered by the New Zealand Shipping Co., and is for Auckland. The other ship, now on her way to this Port, is owned by Shaw, Savill, and Co., and commanded by Captain William White.—Ed. E.S.] [484, 915, 635, 968]
notice-body: THE Application Lists for Shares will close on Monday, 29th inst., at 4 p.m., at the Head Office, and the several agencies of the Bank in Otago and Southland. [164, 691, 315, 714]
american-cont: A strike of the stage drivers in New York caused the disappearance of vehicles from the streets. [804, 145, 952, 161]
sf-mail-by: [By Telegraph.] [699, 465, 740, 473]
nz-shipping-ad [961, 951, 1110, 1006]
notice-of-books-heading: NOTICE OF BOOKS. [993, 33, 1078, 42]
shipping-heading: Shipping. [47, 34, 112, 48]
early-line-3: NEVER TO SHOP AFTER [195, 231, 284, 241]
news-body-3: Pursuant to notice, the journeymen carpenters of Dunedin met last evening at the Royal George Hotel, and discussed the following circular issued by certain masters of the trade:—"Dunedin, 12th June, 1874. We hereby give notice that after the 27th of June the rate of carpenters' wages will be 12s per day for good workmen.—Sloan, Gore, Anderson and Soutar, Shennan and Cain, M'Gill and Thomson, A. Hyndman, F. J. Sevier, D. W. Woods, and R. Bowlinson." It was stated that the master builders, with the exception of Mr Half-a-dozen, now received 13s a day, and it was unanimously resolved that all those who did not get 13s a day should cease work this (Saturday) evening, and that intimation to that effect should be given to the masters. The necessity of forming a union was considered; the masters, it was said, were already formed into a society, and it was therefore necessary for the workmen to take some such step, with a view to their own protection. It was also stated that every man who would strike work would be supported while on strike, and it was answered that such would be the case. It was ultimately resolved that a society should be formed, and that the names of all present willing to join should be taken. This having been done, forty-five signed their intention of becoming members. [484, 297, 635, 468]
notice-signature: WM. YOUNG, Interim Secretary. [196, 715, 283, 723]
shipmaster-item: Cargo Books [164, 357, 197, 365]
early-line-1: THE PUBLIC [216, 217, 263, 227]
evening-star-banner: The Evening Star [324, 451, 475, 548]
poem-line: However dear thou art; [818, 1094, 877, 1102]
early-line-4: ONE O'CLOCK ON SATURDAYS. [181, 239, 298, 249]
death-heading: DEATH. [384, 395, 415, 404]
hindostan-date: Dunedin, June 26. [490, 906, 536, 914]
poem-line: Affection's warmest flame— [818, 1190, 891, 1198]
bank-notice-1 [164, 669, 315, 723]
amusements-heading: AMUSEMENTS.—This Evening. [343, 422, 456, 431]
notice-bank: The Colonial Bank of New Zealand. Capital, L2,000,000. [166, 684, 313, 692]
tornado-text: A tornado passed diagonally from west to east through Nashville, Tennessee, on the 15th April, seriously damaging and crushing a large number of stores and residences. The tornado was about a quarter of a mile in width, and moved with fearful force, crushing the trees of forests and leaving as though they were paper bundles. A livery stable—a large structure, filled with horses, wagons, and large quantities of feed—was blown off its foundations into the backwater from the river, drowning a number of horses, and, in respect to the injury, it is impossible now to estimate the number of buildings damaged, but the loss will exceed 100,000 dollars. No one was killed, but there have been serious loss of life and damage to property along the track of the storm in the country. [961, 538, 1110, 650]
poem-line: And keep it spotless as the snow [818, 1035, 900, 1043]
all-saints-signature: J. KIRBY, Head Master. [1048, 894, 1110, 902]
insurance-line-3: Insurers in this Company will participate in the profits pro rata. [166, 507, 313, 522]
